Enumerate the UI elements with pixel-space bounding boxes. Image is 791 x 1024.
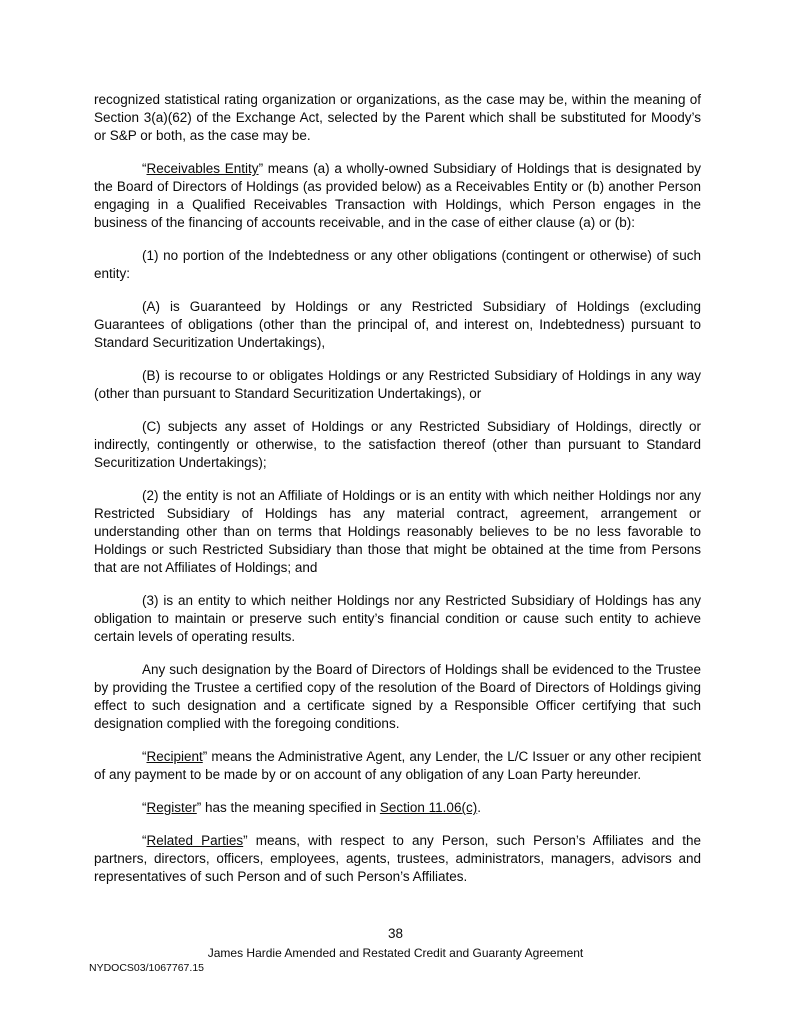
- text-run: “: [142, 833, 147, 848]
- text-run: (2) the entity is not an Affiliate of Holdings or is an entity with which neither Holdings nor any Restricted Subsidiary of Holdings has any material contract, agreement, arrangement or understanding other than on terms that Holdings reasonably believes to be no less favorable to Holdings or such Restricted Subsidiary than those that might be obtained at the time from Persons that are not Affiliates of Holdings; and: [94, 488, 701, 575]
- page-number: 38: [387, 926, 404, 941]
- defined-term: Section 11.06(c): [379, 800, 478, 815]
- paragraph: [94, 418, 701, 472]
- text-run: “: [142, 749, 147, 764]
- paragraph: [94, 832, 701, 886]
- defined-term: Related Parties: [146, 833, 244, 848]
- paragraph: [94, 367, 701, 403]
- paragraph: [94, 487, 701, 577]
- paragraph: [94, 160, 701, 232]
- defined-term: Recipient: [146, 749, 203, 764]
- text-run: ” means (a) a wholly-owned Subsidiary of Holdings that is designated by the Board of Directors of Holdings (as provided below) as a Receivables Entity or (b) another Person engaging in a Qualified Receivables Transaction with Holdings, which Person engages in the business of the financing of accounts receivable, and in the case of either clause (a) or (b):: [94, 161, 701, 230]
- paragraph: [94, 298, 701, 352]
- page-footer: [0, 925, 791, 974]
- text-run: ” has the meaning specified in: [196, 800, 380, 815]
- paragraph: [94, 748, 701, 784]
- doc-id: NYDOCS03/1067767.15: [89, 962, 204, 974]
- document-body: [94, 91, 701, 901]
- text-run: “: [142, 161, 147, 176]
- defined-term: Register: [146, 800, 197, 815]
- text-run: (1) no portion of the Indebtedness or any other obligations (contingent or otherwise) of such entity:: [94, 248, 701, 281]
- paragraph: [94, 661, 701, 733]
- text-run: “: [142, 800, 147, 815]
- text-run: Any such designation by the Board of Directors of Holdings shall be evidenced to the Trustee by providing the Trustee a certified copy of the resolution of the Board of Directors of Holdings giving effect to such designation and a certificate signed by a Responsible Officer certifying that such designation complied with the foregoing conditions.: [94, 662, 701, 731]
- text-run: recognized statistical rating organization or organizations, as the case may be, within the meaning of Section 3(a)(62) of the Exchange Act, selected by the Parent which shall be substituted for Moody’s or S&P or both, as the case may be.: [94, 92, 701, 143]
- text-run: (C) subjects any asset of Holdings or any Restricted Subsidiary of Holdings, directly or indirectly, contingently or otherwise, to the satisfaction thereof (other than pursuant to Standard Securitization Undertakings);: [94, 419, 701, 470]
- footer-title: James Hardie Amended and Restated Credit and Guaranty Agreement: [207, 946, 584, 960]
- text-run: (3) is an entity to which neither Holdings nor any Restricted Subsidiary of Holdings has any obligation to maintain or preserve such entity’s financial condition or cause such entity to achieve certain levels of operating results.: [94, 593, 701, 644]
- paragraph: [94, 247, 701, 283]
- text-run: ” means, with respect to any Person, such Person’s Affiliates and the partners, directors, officers, employees, agents, trustees, administrators, managers, advisors and representatives of such Person and of such Person’s Affiliates.: [94, 833, 701, 884]
- defined-term: Receivables Entity: [146, 161, 259, 176]
- text-run: ” means the Administrative Agent, any Lender, the L/C Issuer or any other recipient of any payment to be made by or on account of any obligation of any Loan Party hereunder.: [94, 749, 701, 782]
- text-run: (B) is recourse to or obligates Holdings or any Restricted Subsidiary of Holdings in any way (other than pursuant to Standard Securitization Undertakings), or: [94, 368, 701, 401]
- paragraph: [94, 91, 701, 145]
- paragraph: [94, 592, 701, 646]
- text-run: (A) is Guaranteed by Holdings or any Restricted Subsidiary of Holdings (excluding Guarantees of obligations (other than the principal of, and interest on, Indebtedness) pursuant to Standard Securitization Undertakings),: [94, 299, 701, 350]
- text-run: .: [477, 800, 481, 815]
- paragraph: [94, 799, 701, 817]
